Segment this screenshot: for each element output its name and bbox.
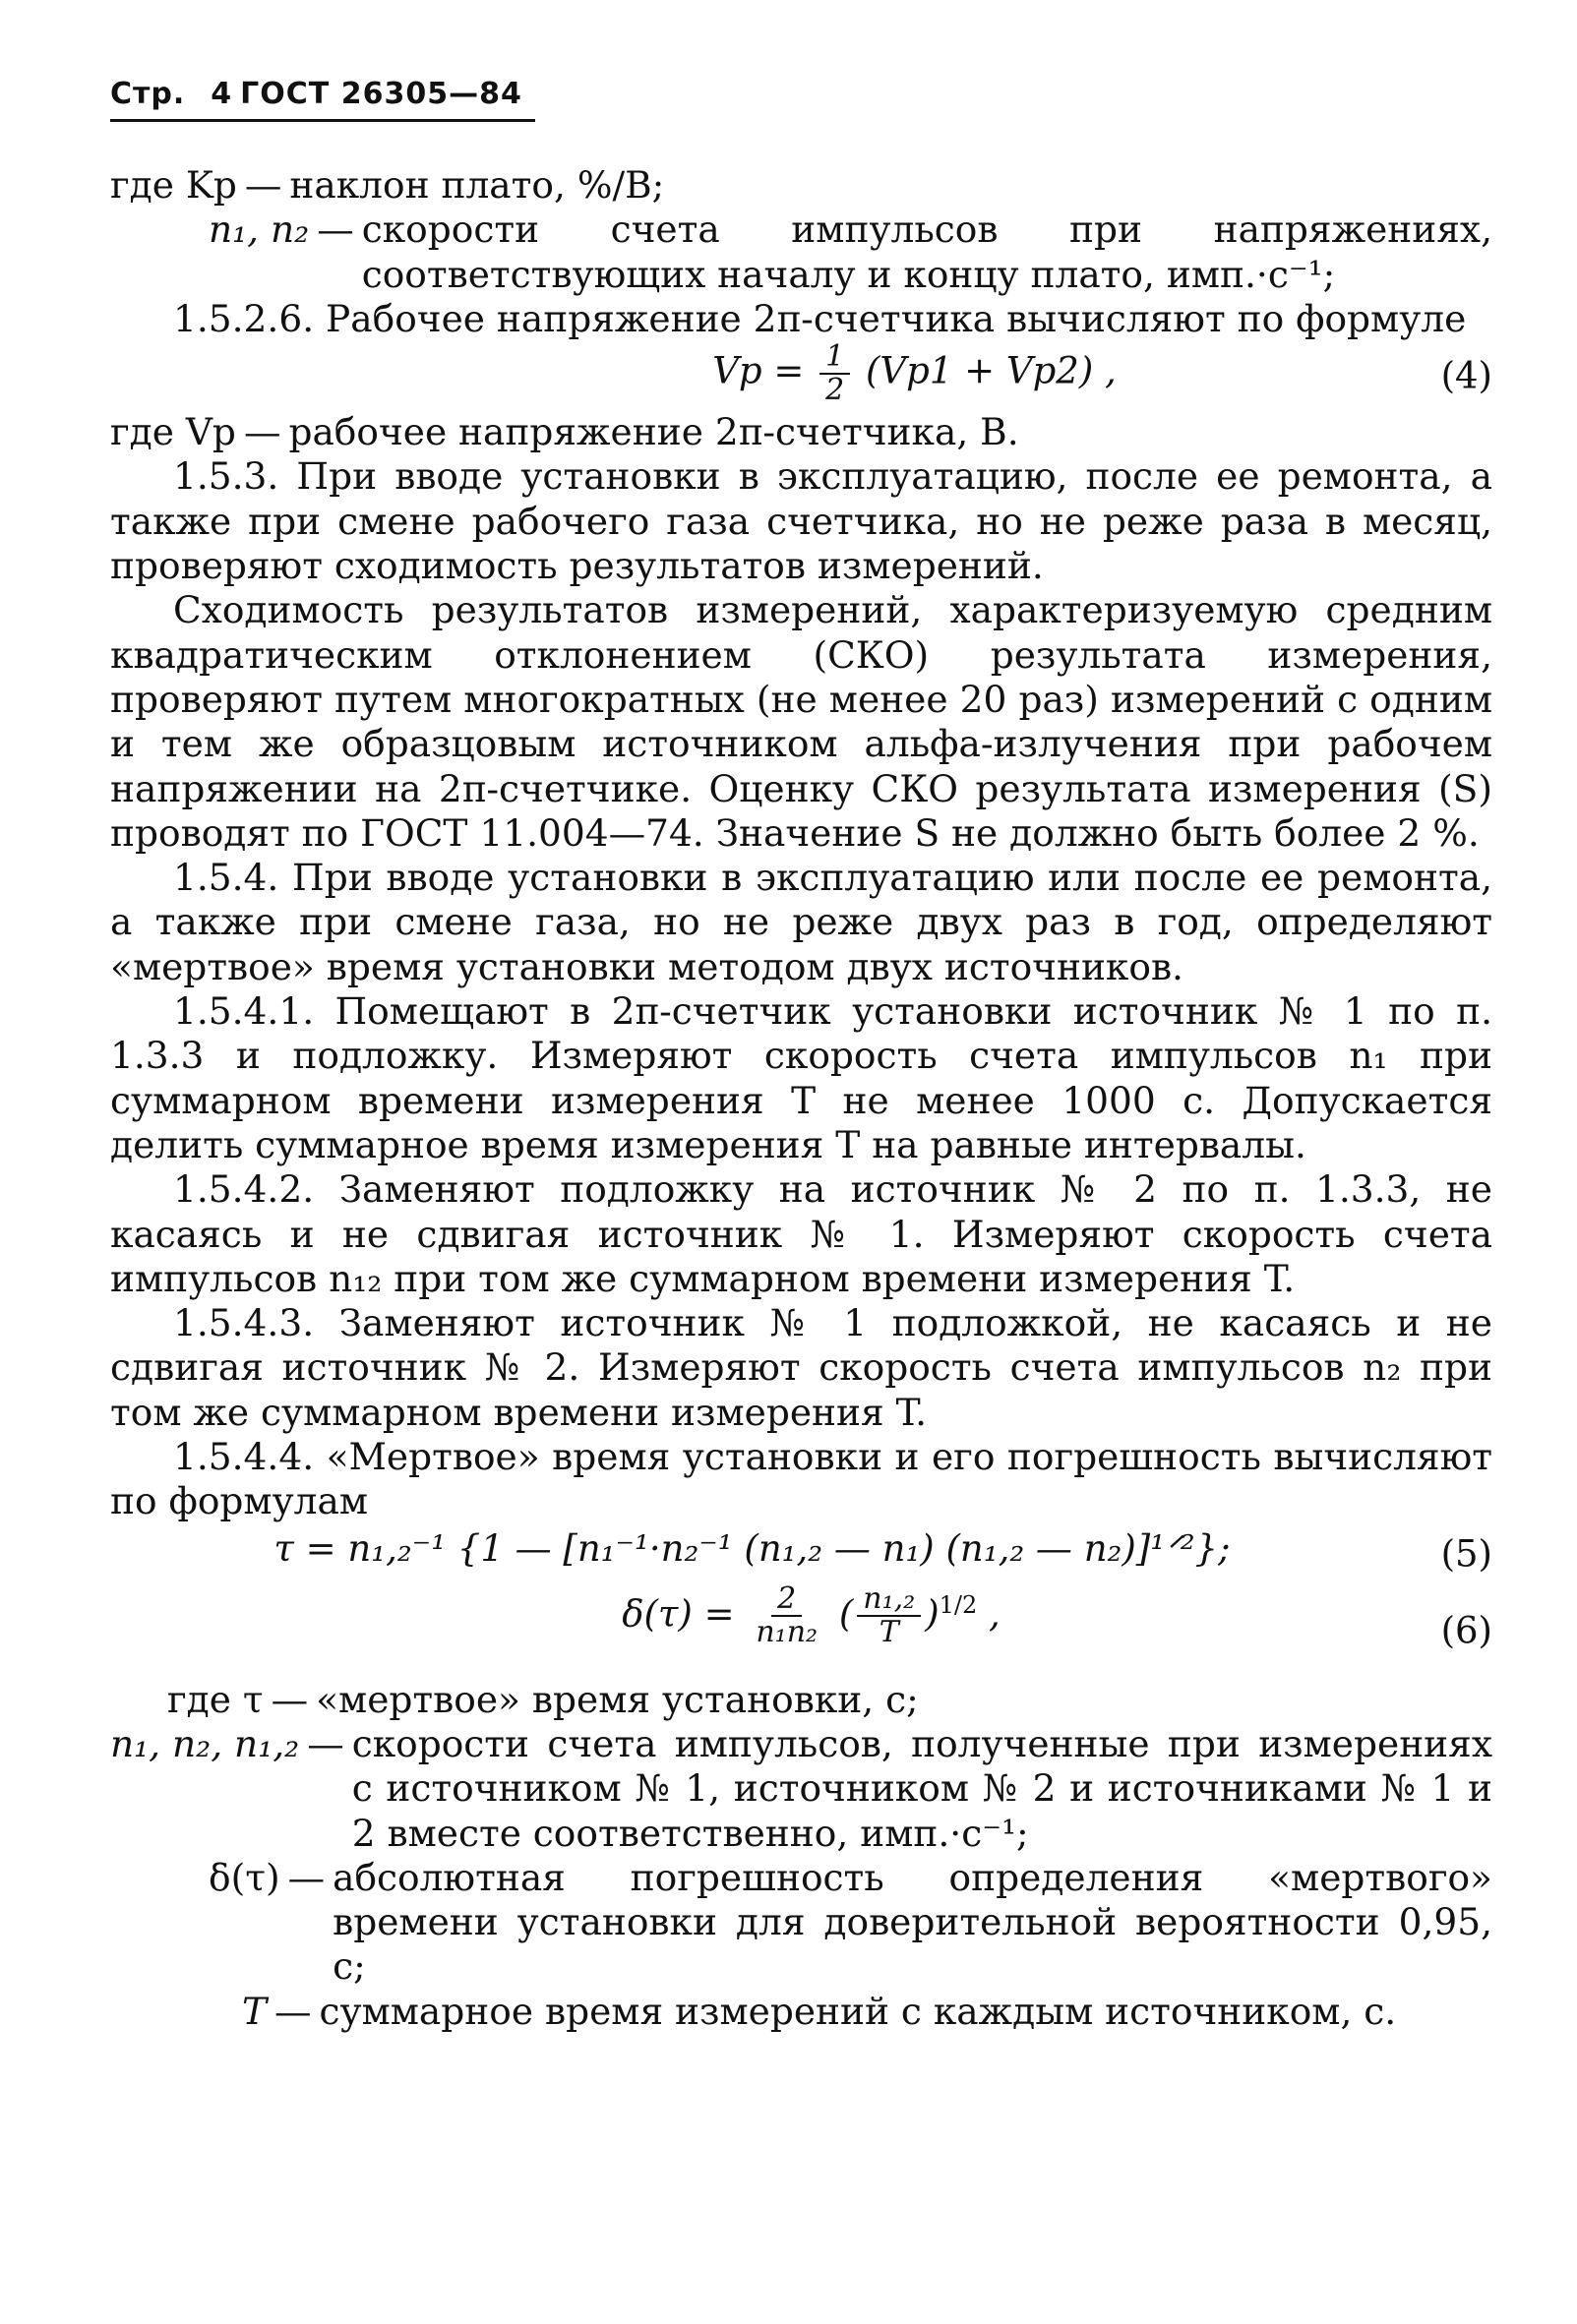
- fraction-numerator: n₁,₂: [857, 1583, 921, 1617]
- definition-term: n₁, n₂, n₁,₂: [110, 1721, 300, 1765]
- definition-term: n₁, n₂: [209, 208, 310, 252]
- formula-expression: [622, 1583, 1001, 1649]
- definition-term: где τ: [167, 1677, 264, 1721]
- document-body: [110, 163, 1492, 2034]
- fraction-denominator: T: [879, 1615, 899, 1650]
- definition-text: суммарное время измерений с каждым источником, с.: [319, 1989, 1397, 2033]
- definition-term: где Kр: [110, 163, 237, 207]
- definition-delta: [110, 1856, 1492, 1990]
- formula-lhs: δ(τ) =: [622, 1591, 735, 1635]
- page-header: [110, 77, 535, 122]
- definition-tau: [110, 1678, 1492, 1722]
- formula-4: [110, 341, 1492, 410]
- definition-term: T: [242, 1989, 268, 2033]
- definition-kp: [110, 163, 1492, 208]
- definition-dash: —: [274, 1989, 312, 2033]
- formula-number: (6): [1440, 1608, 1492, 1651]
- fraction-denominator: n₁n₂: [756, 1615, 819, 1650]
- definition-text: рабочее напряжение 2π-счетчика, В.: [288, 410, 1019, 454]
- open-paren: (: [838, 1591, 854, 1635]
- formula-tail: ,: [989, 1591, 1001, 1635]
- page-number: 4: [211, 77, 233, 111]
- definition-text: скорости счета импульсов при напряжениях, соответствующих началу и концу плато, имп.·с⁻¹;: [361, 208, 1492, 296]
- fraction-numerator: 2: [771, 1583, 802, 1617]
- document-code: ГОСТ 26305—84: [240, 77, 522, 111]
- paragraph-1-5-4-2: 1.5.4.2. Заменяют подложку на источник № 2 по п. 1.3.3, не касаясь и не сдвигая источник № 1. Измеряют скорость счета импульсов n₁₂ при том же суммарном времени измерения T.: [110, 1167, 1492, 1300]
- definition-n-rates: [110, 1722, 1492, 1856]
- definition-text: скорости счета импульсов, полученные при измерениях с источником № 1, источником № 2 и источниками № 1 и 2 вместе соответственно, имп.·с⁻¹;: [351, 1721, 1492, 1855]
- formula-expression: [712, 341, 1117, 406]
- fraction-denominator: 2: [825, 373, 845, 408]
- paragraph-1-5-4-3: 1.5.4.3. Заменяют источник № 1 подложкой, не касаясь и не сдвигая источник № 2. Измеряют скорость счета импульсов n₂ при том же суммарном времени измерения T.: [110, 1301, 1492, 1434]
- definition-term: где Vр: [110, 410, 236, 454]
- paragraph-1-5-4-1: 1.5.4.1. Помещают в 2π-счетчик установки источник № 1 по п. 1.3.3 и подложку. Измеряют скорость счета импульсов n₁ при суммарном времени измерения T не менее 1000 с. Допускается делить суммарное время измерения T на равные интервалы.: [110, 989, 1492, 1166]
- fraction-numerator: 1: [819, 341, 850, 375]
- definition-dash: —: [287, 1855, 326, 1899]
- definition-dash: —: [244, 163, 282, 207]
- definition-dash: —: [307, 1721, 344, 1765]
- paragraph-1-5-2-6: 1.5.2.6. Рабочее напряжение 2π-счетчика вычисляют по формуле: [173, 296, 1467, 340]
- fraction: [819, 341, 850, 406]
- definition-text: «мертвое» время установки, с;: [316, 1677, 919, 1721]
- paragraph-1-5-4-4: 1.5.4.4. «Мертвое» время установки и его погрешность вычисляют по формулам: [110, 1435, 1492, 1523]
- definition-dash: —: [271, 1677, 309, 1721]
- definition-T: [110, 1990, 1492, 2034]
- definition-term: δ(τ): [209, 1855, 280, 1899]
- formula-expression: τ = n₁,₂⁻¹ {1 — [n₁⁻¹·n₂⁻¹ (n₁,₂ — n₁) (n₁,₂ — n₂)]¹ᐟ²};: [273, 1527, 1231, 1571]
- definition-n1-n2: [110, 208, 1492, 297]
- definition-dash: —: [317, 208, 354, 252]
- definition-text: абсолютная погрешность определения «мертвого» времени установки для доверительной вероятности 0,95, с;: [333, 1855, 1492, 1989]
- formula-rhs: (Vр1 + Vр2) ,: [865, 349, 1117, 392]
- formula-5: [110, 1524, 1492, 1583]
- definition-vp: [110, 410, 1492, 454]
- paragraph-1-5-4: 1.5.4. При вводе установки в эксплуатацию или после ее ремонта, а также при смене газа, но не реже двух раз в год, определяют «мертвое» время установки методом двух источников.: [110, 856, 1492, 988]
- formula-number: (5): [1440, 1531, 1492, 1575]
- definition-dash: —: [243, 410, 281, 454]
- formula-lhs: Vр =: [712, 349, 805, 392]
- definition-text: наклон плато, %/В;: [289, 163, 665, 207]
- paragraph-convergence: Сходимость результатов измерений, характеризуемую средним квадратическим отклонением (СКО) результата измерения, проверяют путем многократных (не менее 20 раз) измерений с одним и тем же образцовым источником альфа-излучения при рабочем напряжении на 2π-счетчике. Оценку СКО результата измерения (S) проводят по ГОСТ 11.004—74. Значение S не должно быть более 2 %.: [110, 588, 1492, 855]
- formula-number: (4): [1440, 354, 1492, 397]
- close-paren: ): [925, 1591, 940, 1635]
- exponent: 1/2: [939, 1590, 978, 1619]
- page-label: Стр.: [110, 77, 186, 111]
- fraction: [750, 1583, 823, 1648]
- formula-6: [110, 1583, 1492, 1678]
- inner-fraction: [857, 1583, 921, 1648]
- paragraph-1-5-3: 1.5.3. При вводе установки в эксплуатацию, после ее ремонта, а также при смене рабочего газа счетчика, но не реже раза в месяц, проверяют сходимость результатов измерений.: [110, 454, 1492, 588]
